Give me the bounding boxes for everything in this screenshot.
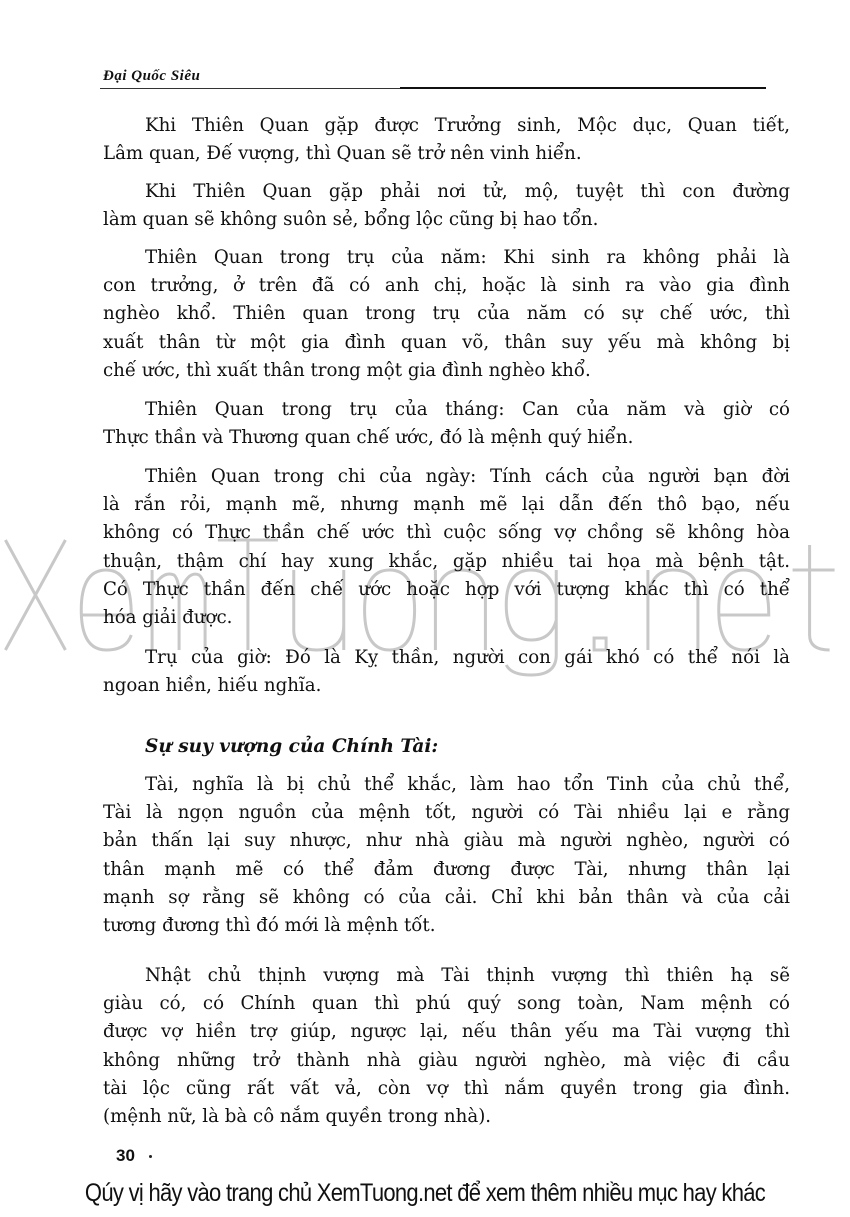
text-line: là rắn rỏi, mạnh mẽ, nhưng mạnh mẽ lại dẫn đến thô bạo, nếu <box>103 494 790 516</box>
text-line: Thực thần và Thương quan chế ước, đó là mệnh quý hiển. <box>103 427 634 449</box>
text-line: thân mạnh mẽ có thể đảm đương được Tài, nhưng thân lại <box>103 858 790 880</box>
text-line: Có Thực thần đến chế ước hoặc hợp với tượng khác thì có thể <box>103 578 790 600</box>
header-rule-thick <box>400 87 766 89</box>
text-line: được vợ hiền trợ giúp, ngược lại, nếu thân yếu ma Tài vượng thì <box>103 1021 790 1043</box>
text-line: tương đương thì đó mới là mệnh tốt. <box>103 915 436 936</box>
text-line: con trưởng, ở trên đã có anh chị, hoặc là sinh ra vào gia đình <box>103 275 790 297</box>
text-line: Khi Thiên Quan gặp được Trưởng sinh, Mộc dục, Quan tiết, <box>145 115 790 136</box>
text-line: mạnh sợ rằng sẽ không có của cải. Chỉ khi bản thân và của cải <box>103 886 790 908</box>
text-line: Thiên Quan trong trụ của tháng: Can của năm và giờ có <box>145 399 790 420</box>
text-line: làm quan sẽ không suôn sẻ, bổng lộc cũng bị hao tổn. <box>103 209 599 231</box>
header-rule <box>100 88 400 89</box>
watermark-glyph <box>793 545 835 650</box>
watermark-glyph <box>5 540 65 650</box>
text-line: Thiên Quan trong trụ của năm: Khi sinh ra không phải là <box>145 247 790 268</box>
text-line: bản thấn lại suy nhược, như nhà giàu mà người nghèo, người có <box>103 830 790 852</box>
text-line: ngoan hiền, hiếu nghĩa. <box>103 675 322 697</box>
text-line: Tài, nghĩa là bị chủ thể khắc, làm hao tổn Tinh của chủ thể, <box>145 774 790 795</box>
text-line: không những trở thành nhà giàu người nghèo, mà việc đi cầu <box>103 1049 790 1071</box>
running-head: Đại Quốc Siêu <box>103 68 201 84</box>
text-line: thuận, thậm chí hay xung khắc, gặp nhiều tai họa mà bệnh tật. <box>103 550 790 572</box>
text-line: nghèo khổ. Thiên quan trong trụ của năm có sự chế ước, thì <box>103 303 790 325</box>
text-line: hóa giải được. <box>103 607 233 628</box>
text-line: Thiên Quan trong chi của ngày: Tính cách của người bạn đời <box>145 466 790 487</box>
stray-dot <box>149 1155 152 1158</box>
text-line: giàu có, có Chính quan thì phú quý song toàn, Nam mệnh có <box>103 993 790 1015</box>
footer-banner[interactable]: Qúy vị hãy vào trang chủ XemTuong.net để xem thêm nhiều mục hay khác <box>84 1179 766 1207</box>
page-number: 30 <box>116 1146 135 1165</box>
text-line: không có Thực thần chế ước thì cuộc sống vợ chồng sẽ không hòa <box>103 522 790 544</box>
text-line: Trụ của giờ: Đó là Kỵ thần, người con gái khó có thể nói là <box>145 647 790 668</box>
text-line: tài lộc cũng rất vất vả, còn vợ thì nắm quyền trong gia đình. <box>103 1077 790 1099</box>
text-line: Lâm quan, Đế vượng, thì Quan sẽ trở nên vinh hiển. <box>103 143 582 165</box>
text-line: Nhật chủ thịnh vượng mà Tài thịnh vượng thì thiên hạ sẽ <box>145 965 790 986</box>
text-line: Tài là ngọn nguồn của mệnh tốt, người có Tài nhiều lại e rằng <box>103 802 790 824</box>
text-line: (mệnh nữ, là bà cô nắm quyền trong nhà). <box>103 1106 492 1127</box>
text-line: Khi Thiên Quan gặp phải nơi tử, mộ, tuyệt thì con đường <box>145 181 790 202</box>
section-heading: Sự suy vượng của Chính Tài: <box>145 736 439 757</box>
text-line: xuất thân từ một gia đình quan võ, thân suy yếu mà không bị <box>103 331 790 353</box>
text-line: chế ước, thì xuất thân trong một gia đình nghèo khổ. <box>103 359 591 381</box>
